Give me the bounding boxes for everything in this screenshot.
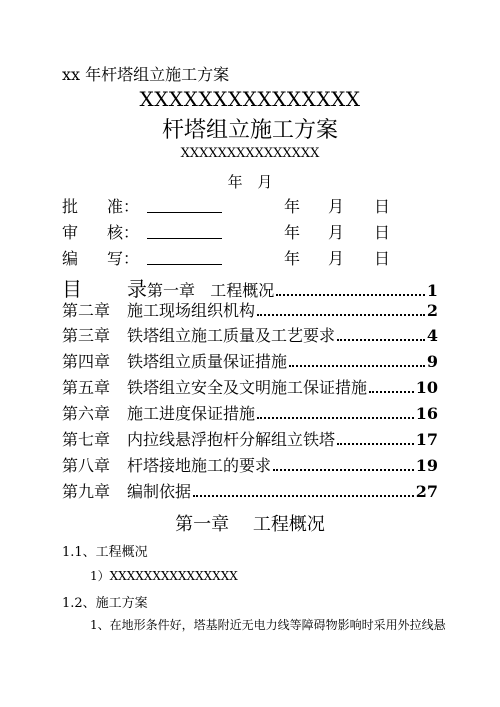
toc-entry-title-text: 工程概况	[210, 281, 275, 300]
toc-entry-chapter: 第三章	[62, 326, 111, 345]
toc-entry-9[interactable]	[62, 479, 438, 503]
year-label: 年	[284, 249, 301, 268]
toc-entry-chapter: 第一章	[147, 281, 196, 300]
toc-entry-8[interactable]	[62, 453, 438, 477]
toc-entry-title: 施工进度保证措施	[127, 404, 256, 423]
date-line: 年 月	[227, 173, 273, 191]
signoff-label-char: 审	[62, 223, 79, 242]
toc-page-number: 4	[426, 326, 438, 345]
signoff-label-char: 批	[62, 197, 79, 216]
toc-entry-chapter: 第九章	[62, 482, 111, 501]
toc-entry-chapter: 第六章	[62, 404, 111, 423]
toc-heading-lu: 录	[127, 277, 147, 301]
toc-leader-dots	[337, 443, 414, 445]
toc-page-number: 1	[426, 281, 438, 300]
toc-page-number: 9	[426, 352, 438, 371]
section-1-2-item: 1、在地形条件好，塔基附近无电力线等障碍物影响时采用外拉线悬	[90, 618, 446, 632]
day-label: 日	[374, 223, 391, 242]
toc-leader-dots	[337, 339, 425, 341]
toc-entry-chapter: 第五章	[62, 378, 111, 397]
document-title: xx 年杆塔组立施工方案	[62, 65, 230, 84]
toc-entry-chapter: 第四章	[62, 352, 111, 371]
toc-heading-mu: 目	[62, 277, 82, 301]
toc-entry-chapter: 第二章	[62, 301, 111, 320]
toc-entry-3[interactable]	[62, 323, 438, 347]
toc-entry-title: 杆塔接地施工的要求	[127, 456, 272, 475]
toc-entry-title: 施工现场组织机构	[127, 301, 256, 320]
toc-leader-dots	[289, 365, 425, 367]
toc-entry-title: 编制依据	[127, 482, 192, 501]
toc-entry-7[interactable]	[62, 427, 438, 451]
company-placeholder: XXXXXXXXXXXXXXX	[139, 87, 361, 111]
toc-entry-title: 铁塔组立质量保证措施	[127, 352, 288, 371]
toc-entry-title: 内拉线悬浮抱杆分解组立铁塔	[127, 430, 336, 449]
section-1-1-item: 1）XXXXXXXXXXXXXXX	[90, 569, 238, 583]
chapter-1-heading: 第一章 工程概况	[175, 514, 325, 535]
month-label: 月	[328, 249, 345, 268]
toc-entry-5[interactable]	[62, 375, 438, 399]
toc-page-number: 17	[415, 430, 438, 449]
toc-entry-chapter: 第八章	[62, 456, 111, 475]
toc-entry-title: 铁塔组立施工质量及工艺要求	[127, 326, 336, 345]
signoff-label-char: 写：	[107, 249, 140, 268]
toc-leader-dots	[369, 391, 414, 393]
day-label: 日	[374, 197, 391, 216]
toc-leader-dots	[276, 294, 425, 296]
subtitle-placeholder: XXXXXXXXXXXXXXX	[180, 146, 320, 161]
toc-entry-4[interactable]	[62, 349, 438, 373]
signoff-label-char: 准：	[107, 197, 140, 216]
toc-entry-2[interactable]	[62, 298, 438, 322]
year-label: 年	[284, 223, 301, 242]
toc-entry-title: 铁塔组立安全及文明施工保证措施	[127, 378, 368, 397]
signature-blank-line	[147, 212, 222, 213]
section-1-2-title: 1.2、施工方案	[62, 596, 148, 611]
toc-leader-dots	[257, 314, 425, 316]
toc-page-number: 16	[415, 404, 438, 423]
signature-blank-line	[147, 264, 222, 265]
day-label: 日	[374, 249, 391, 268]
toc-leader-dots	[273, 469, 414, 471]
toc-page-number: 2	[426, 301, 438, 320]
signoff-label-char: 编	[62, 249, 79, 268]
main-title: 杆塔组立施工方案	[161, 118, 338, 143]
month-label: 月	[328, 197, 345, 216]
toc-leader-dots	[257, 417, 414, 419]
toc-entry-chapter: 第七章	[62, 430, 111, 449]
year-label: 年	[284, 197, 301, 216]
toc-page-number: 19	[415, 456, 438, 475]
signature-blank-line	[147, 238, 222, 239]
toc-page-number: 10	[415, 378, 438, 397]
month-label: 月	[328, 223, 345, 242]
toc-entry-1[interactable]	[62, 273, 438, 301]
toc-page-number: 27	[415, 482, 438, 501]
toc-leader-dots	[193, 495, 414, 497]
section-1-1-title: 1.1、工程概况	[62, 545, 148, 560]
toc-entry-6[interactable]	[62, 401, 438, 425]
signoff-label-char: 核：	[107, 223, 140, 242]
